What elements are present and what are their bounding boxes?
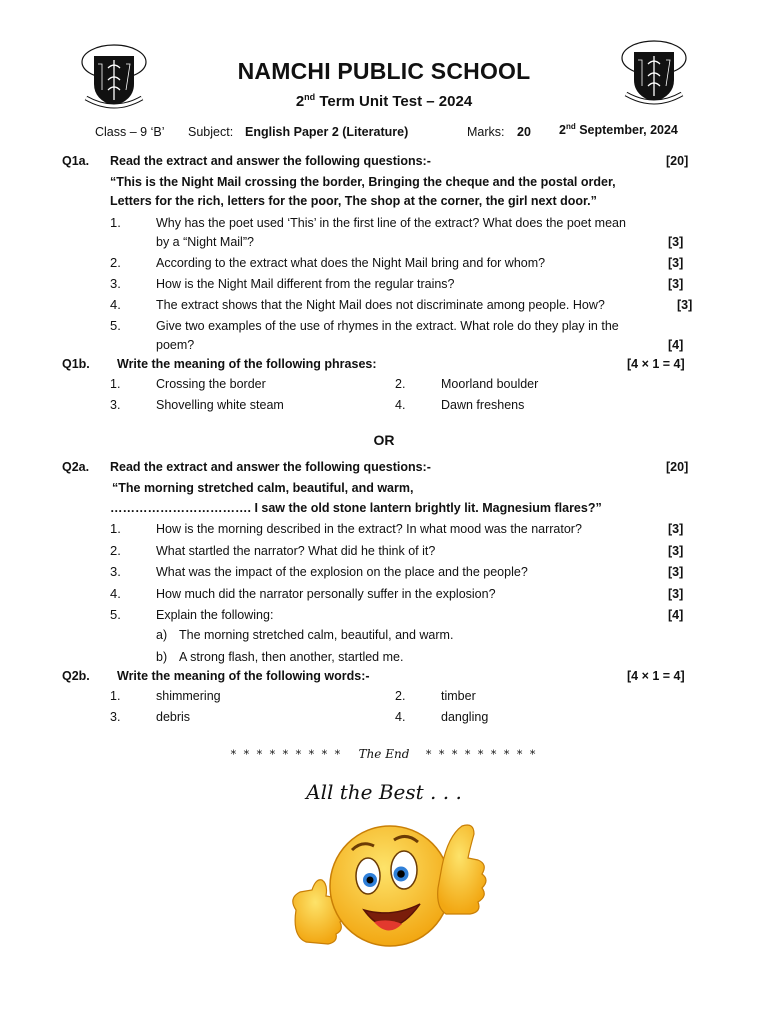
term-rest: Term Unit Test – 2024 <box>315 93 473 110</box>
q2b-item3-text: debris <box>156 710 191 724</box>
q1a-q5-num: 5. <box>110 318 121 333</box>
the-end-text: The End <box>358 747 410 761</box>
q2b-label: Q2b. <box>62 669 90 683</box>
q2b-item4-text: dangling <box>441 710 489 724</box>
marks-value: 20 <box>517 125 531 139</box>
q2b-item1-text: shimmering <box>156 689 221 703</box>
q2a-q5-text: Explain the following: <box>156 608 274 622</box>
q2a-q2-num: 2. <box>110 543 121 558</box>
subject-label: Subject: <box>188 125 234 139</box>
q1a-q5-text2: poem? <box>156 338 195 352</box>
date-sup: nd <box>565 122 576 131</box>
q2a-q1-text: How is the morning described in the extract? In what mood was the narrator? <box>156 522 582 536</box>
q1b-item3-num: 3. <box>110 398 121 412</box>
q1a-q1-num: 1. <box>110 215 121 230</box>
the-end-line <box>0 747 768 761</box>
q1a-instruction: Read the extract and answer the following questions:- <box>110 154 431 168</box>
date-day: 2 <box>559 123 566 138</box>
q1a-q5-text: Give two examples of the use of rhymes in the extract. What role do they play in the <box>156 319 619 333</box>
q2a-q2-text: What startled the narrator? What did he think of it? <box>156 544 436 558</box>
q1b-item1-text: Crossing the border <box>156 377 266 391</box>
term-sup: nd <box>304 92 316 102</box>
q2a-q3-num: 3. <box>110 564 121 579</box>
q2b-marks: [4 × 1 = 4] <box>627 669 685 683</box>
q1a-q4-num: 4. <box>110 297 121 312</box>
q2a-q5-marks: [4] <box>668 608 684 622</box>
q1a-q3-marks: [3] <box>668 277 684 291</box>
q1b-item4-text: Dawn freshens <box>441 398 525 412</box>
q2a-sub-b-text: A strong flash, then another, startled me. <box>179 650 404 664</box>
q1a-q5-marks: [4] <box>668 338 684 352</box>
all-the-best: All the Best . . . <box>306 780 462 804</box>
q2a-q1-num: 1. <box>110 521 121 536</box>
q2a-instruction: Read the extract and answer the following questions:- <box>110 460 431 474</box>
q2a-sub-a-num: a) <box>156 628 168 642</box>
q2a-q4-num: 4. <box>110 586 121 601</box>
q1b-item2-num: 2. <box>395 377 406 391</box>
marks-label: Marks: <box>467 125 505 139</box>
q2a-q3-marks: [3] <box>668 565 684 579</box>
q1a-q3-text: How is the Night Mail different from the regular trains? <box>156 277 455 291</box>
q2a-sub-b-num: b) <box>156 650 168 664</box>
q2a-q1-marks: [3] <box>668 522 684 536</box>
q1a-extract-line1: “This is the Night Mail crossing the border, Bringing the cheque and the postal order, <box>110 175 616 189</box>
q1a-q2-text: According to the extract what does the Night Mail bring and for whom? <box>156 256 546 270</box>
q2a-q4-marks: [3] <box>668 587 684 601</box>
q2a-q5-num: 5. <box>110 607 121 622</box>
q2b-item2-num: 2. <box>395 689 406 703</box>
q1b-instruction: Write the meaning of the following phrases: <box>117 357 377 371</box>
q1b-label: Q1b. <box>62 357 90 371</box>
q1a-marks: [20] <box>666 154 689 168</box>
q2b-item1-num: 1. <box>110 689 121 703</box>
q2a-q4-text: How much did the narrator personally suffer in the explosion? <box>156 587 496 601</box>
q1a-q1-text: Why has the poet used ‘This’ in the first line of the extract? What does the poet mean <box>156 216 626 230</box>
q1a-q4-text: The extract shows that the Night Mail does not discriminate among people. How? <box>156 298 605 312</box>
q1a-q1-text2: by a “Night Mail”? <box>156 235 254 249</box>
q1a-extract-line2: Letters for the rich, letters for the poor, The shop at the corner, the girl next door.” <box>110 194 597 208</box>
q2b-item3-num: 3. <box>110 710 121 724</box>
q1b-marks: [4 × 1 = 4] <box>627 357 685 371</box>
q1a-q2-marks: [3] <box>668 256 684 270</box>
q2b-item4-num: 4. <box>395 710 406 724</box>
q2a-extract-line1: “The morning stretched calm, beautiful, and warm, <box>112 481 414 495</box>
test-title <box>0 92 768 110</box>
term-number: 2 <box>295 93 305 110</box>
q2b-instruction: Write the meaning of the following words:- <box>117 669 370 683</box>
exam-date <box>559 122 678 137</box>
stars-left: * * * * * * * * * <box>230 748 343 761</box>
q2a-sub-a-text: The morning stretched calm, beautiful, and warm. <box>179 628 454 642</box>
subject-value: English Paper 2 (Literature) <box>245 125 409 139</box>
q2a-q2-marks: [3] <box>668 544 684 558</box>
school-name: NAMCHI PUBLIC SCHOOL <box>237 58 531 84</box>
q2a-label: Q2a. <box>62 460 90 474</box>
q1b-item3-text: Shovelling white steam <box>156 398 284 412</box>
stars-right: * * * * * * * * * <box>425 748 538 761</box>
or-divider: OR <box>373 432 395 448</box>
q1a-q4-marks: [3] <box>677 298 693 312</box>
q1b-item2-text: Moorland boulder <box>441 377 539 391</box>
q1a-q1-marks: [3] <box>668 235 684 249</box>
q1a-label: Q1a. <box>62 154 90 168</box>
q1b-item1-num: 1. <box>110 377 121 391</box>
q2a-extract-line2: ……………………………. I saw the old stone lantern brightly lit. Magnesium flares?” <box>110 501 602 515</box>
class-label: Class – 9 ‘B’ <box>95 125 165 139</box>
q2a-marks: [20] <box>666 460 689 474</box>
q1a-q2-num: 2. <box>110 255 121 270</box>
q1b-item4-num: 4. <box>395 398 406 412</box>
thumbs-up-emoji-icon <box>282 818 496 958</box>
date-rest: September, 2024 <box>575 123 678 138</box>
q2b-item2-text: timber <box>441 689 476 703</box>
q2a-q3-text: What was the impact of the explosion on the place and the people? <box>156 565 528 579</box>
q1a-q3-num: 3. <box>110 276 121 291</box>
